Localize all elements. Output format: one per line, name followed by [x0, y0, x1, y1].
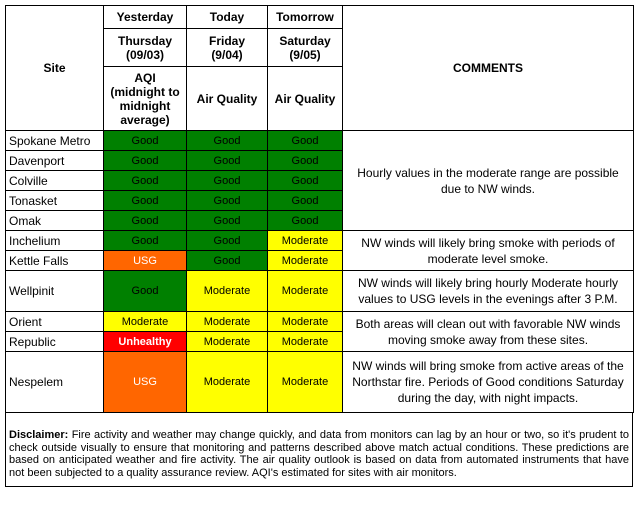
yesterday-aq-cell: Good: [104, 151, 187, 171]
site-name: Colville: [6, 171, 104, 191]
tomorrow-aq-cell: Good: [268, 211, 343, 231]
tomorrow-day: Saturday: [279, 33, 331, 48]
comment-cell: NW winds will likely bring smoke with periods of moderate level smoke.: [343, 231, 634, 271]
site-name: Wellpinit: [6, 271, 104, 312]
tomorrow-aq-cell: Good: [268, 171, 343, 191]
yesterday-aq-cell: Good: [104, 231, 187, 251]
today-header: Today: [187, 6, 268, 29]
today-aq-cell: Good: [187, 231, 268, 251]
tomorrow-header: Tomorrow: [268, 6, 343, 29]
site-rows: [6, 131, 634, 413]
tomorrow-aq-cell: Good: [268, 151, 343, 171]
tomorrow-aq-cell: Good: [268, 191, 343, 211]
comment-cell: NW winds will likely bring hourly Moderate hourly values to USG levels in the evenings after 3 P.M.: [343, 271, 634, 312]
today-aq-cell: Moderate: [187, 271, 268, 312]
comment-cell: NW winds will bring smoke from active areas of the Northstar fire. Periods of Good conditions Saturday during the day, with night impacts.: [343, 352, 634, 413]
table-row: [6, 231, 634, 251]
disclaimer-text: Fire activity and weather may change quickly, and data from monitors can lag by an hour or two, so it's prudent to check outside visually to ensure that monitoring and patterns described above match actual conditions. These predictions are based on anticipated weather and fire activity. The air quality outlook is based on data from automated instruments that have not been subjected to a quality assurance review. AQI's estimated for sites with air monitors.: [9, 429, 629, 479]
yesterday-aq-cell: Good: [104, 211, 187, 231]
tomorrow-aq-cell: Moderate: [268, 352, 343, 413]
today-aq-cell: Good: [187, 191, 268, 211]
yesterday-aq-cell: Good: [104, 271, 187, 312]
yesterday-date: (09/03): [125, 47, 165, 62]
table-row: [6, 352, 634, 413]
today-date: (9/04): [211, 47, 243, 62]
tomorrow-aq-cell: Moderate: [268, 271, 343, 312]
yesterday-aq-cell: USG: [104, 251, 187, 271]
today-aq-cell: Good: [187, 151, 268, 171]
today-aq-cell: Moderate: [187, 332, 268, 352]
air-quality-table: [5, 5, 634, 413]
today-aq-cell: Good: [187, 211, 268, 231]
today-day: Friday: [208, 33, 245, 48]
site-name: Kettle Falls: [6, 251, 104, 271]
table-spacer: [5, 413, 633, 427]
tomorrow-aq-cell: Moderate: [268, 251, 343, 271]
yesterday-aq-cell: Moderate: [104, 312, 187, 332]
site-name: Tonasket: [6, 191, 104, 211]
yesterday-header: Yesterday: [104, 6, 187, 29]
site-name: Republic: [6, 332, 104, 352]
yesterday-aq-cell: Good: [104, 191, 187, 211]
site-name: Davenport: [6, 151, 104, 171]
table-row: [6, 312, 634, 332]
comment-cell: Hourly values in the moderate range are possible due to NW winds.: [343, 131, 634, 231]
table-row: [6, 271, 634, 312]
today-date-header: [187, 29, 268, 67]
comments-column-header: COMMENTS: [343, 6, 634, 131]
today-aq-cell: Moderate: [187, 352, 268, 413]
disclaimer-box: [5, 427, 633, 487]
tomorrow-aq-cell: Moderate: [268, 332, 343, 352]
today-aq-cell: Good: [187, 171, 268, 191]
site-name: Orient: [6, 312, 104, 332]
tomorrow-date-header: [268, 29, 343, 67]
site-column-header: Site: [6, 6, 104, 131]
tomorrow-metric-header: Air Quality: [268, 67, 343, 131]
today-aq-cell: Moderate: [187, 312, 268, 332]
yesterday-date-header: [104, 29, 187, 67]
tomorrow-aq-cell: Good: [268, 131, 343, 151]
table-row: [6, 131, 634, 151]
tomorrow-aq-cell: Moderate: [268, 312, 343, 332]
yesterday-aq-cell: Unhealthy: [104, 332, 187, 352]
site-name: Inchelium: [6, 231, 104, 251]
comment-cell: Both areas will clean out with favorable NW winds moving smoke away from these sites.: [343, 312, 634, 352]
site-name: Omak: [6, 211, 104, 231]
disclaimer-label: Disclaimer:: [9, 429, 69, 441]
site-name: Spokane Metro: [6, 131, 104, 151]
yesterday-aq-cell: Good: [104, 171, 187, 191]
today-metric-header: Air Quality: [187, 67, 268, 131]
yesterday-day: Thursday: [117, 33, 172, 48]
yesterday-aq-cell: Good: [104, 131, 187, 151]
today-aq-cell: Good: [187, 251, 268, 271]
yesterday-aq-cell: USG: [104, 352, 187, 413]
tomorrow-aq-cell: Moderate: [268, 231, 343, 251]
air-quality-report: [5, 5, 633, 487]
today-aq-cell: Good: [187, 131, 268, 151]
site-name: Nespelem: [6, 352, 104, 413]
yesterday-metric-header: AQI (midnight to midnight average): [104, 67, 187, 131]
disclaimer: [9, 429, 629, 479]
tomorrow-date: (9/05): [289, 47, 321, 62]
